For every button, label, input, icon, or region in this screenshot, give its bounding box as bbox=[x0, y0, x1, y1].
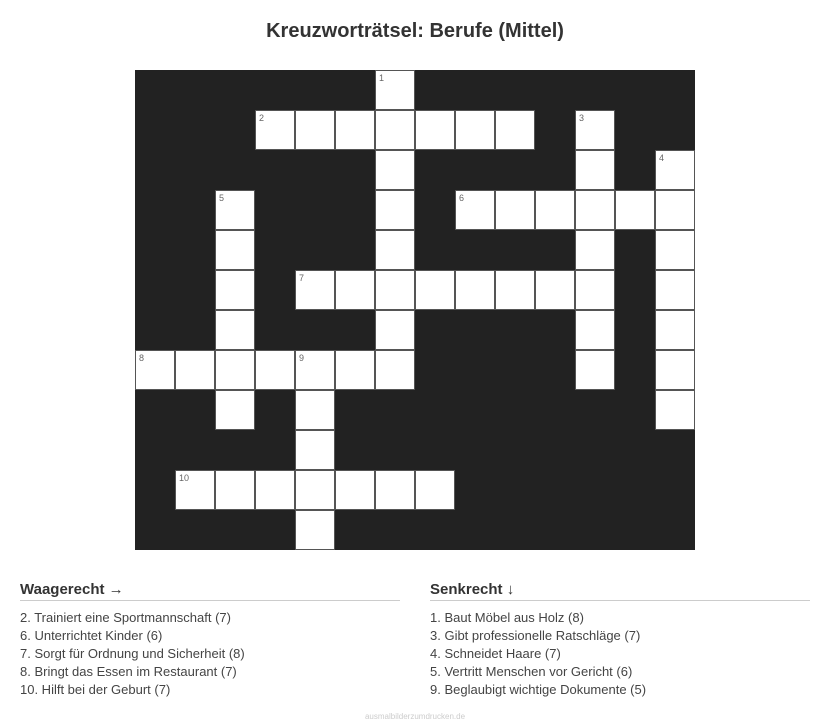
crossword-cell[interactable] bbox=[375, 270, 415, 310]
crossword-cell[interactable] bbox=[255, 470, 295, 510]
crossword-cell[interactable] bbox=[375, 110, 415, 150]
crossword-cell[interactable] bbox=[615, 190, 655, 230]
crossword-cell[interactable] bbox=[215, 270, 255, 310]
crossword-cell[interactable] bbox=[295, 350, 335, 390]
clue-number: 3 bbox=[579, 113, 585, 123]
crossword-cell[interactable] bbox=[535, 190, 575, 230]
clue-item: 8. Bringt das Essen im Restaurant (7) bbox=[20, 664, 237, 679]
crossword-cell[interactable] bbox=[335, 110, 375, 150]
crossword-cell[interactable] bbox=[215, 350, 255, 390]
crossword-cell[interactable] bbox=[575, 190, 615, 230]
across-heading-label: Waagerecht bbox=[20, 581, 105, 598]
down-heading bbox=[430, 580, 810, 601]
crossword-cell[interactable] bbox=[375, 70, 415, 110]
crossword-cell[interactable] bbox=[375, 230, 415, 270]
clue-item: 3. Gibt professionelle Ratschläge (7) bbox=[430, 628, 641, 643]
crossword-cell[interactable] bbox=[375, 350, 415, 390]
crossword-cell[interactable] bbox=[215, 390, 255, 430]
crossword-cell[interactable] bbox=[375, 150, 415, 190]
clue-number: 9 bbox=[299, 353, 305, 363]
crossword-cell[interactable] bbox=[655, 350, 695, 390]
clue-item: 1. Baut Möbel aus Holz (8) bbox=[430, 610, 584, 625]
crossword-cell[interactable] bbox=[215, 190, 255, 230]
crossword-cell[interactable] bbox=[255, 350, 295, 390]
clue-item: 4. Schneidet Haare (7) bbox=[430, 646, 561, 661]
across-clues bbox=[20, 580, 400, 699]
clue-item: 5. Vertritt Menschen vor Gericht (6) bbox=[430, 664, 633, 679]
crossword-cell[interactable] bbox=[655, 150, 695, 190]
crossword-cell[interactable] bbox=[215, 470, 255, 510]
crossword-grid bbox=[135, 70, 695, 550]
crossword-cell[interactable] bbox=[175, 350, 215, 390]
crossword-cell[interactable] bbox=[575, 150, 615, 190]
crossword-cell[interactable] bbox=[575, 110, 615, 150]
crossword-cell[interactable] bbox=[215, 230, 255, 270]
crossword-cell[interactable] bbox=[215, 310, 255, 350]
crossword-cell[interactable] bbox=[175, 470, 215, 510]
clue-number: 7 bbox=[299, 273, 305, 283]
clue-item: 7. Sorgt für Ordnung und Sicherheit (8) bbox=[20, 646, 245, 661]
crossword-cell[interactable] bbox=[495, 190, 535, 230]
crossword-cell[interactable] bbox=[455, 270, 495, 310]
crossword-cell[interactable] bbox=[655, 390, 695, 430]
crossword-cell[interactable] bbox=[655, 310, 695, 350]
crossword-cell[interactable] bbox=[295, 110, 335, 150]
clue-item: 6. Unterrichtet Kinder (6) bbox=[20, 628, 163, 643]
crossword-cell[interactable] bbox=[135, 350, 175, 390]
clue-number: 4 bbox=[659, 153, 665, 163]
crossword-cell[interactable] bbox=[455, 190, 495, 230]
clue-number: 5 bbox=[219, 193, 225, 203]
crossword-cell[interactable] bbox=[655, 190, 695, 230]
clue-number: 8 bbox=[139, 353, 145, 363]
crossword-cell[interactable] bbox=[495, 110, 535, 150]
crossword-cell[interactable] bbox=[455, 110, 495, 150]
crossword-cell[interactable] bbox=[375, 310, 415, 350]
clue-item: 10. Hilft bei der Geburt (7) bbox=[20, 682, 171, 697]
clue-number: 10 bbox=[179, 473, 190, 483]
crossword-cell[interactable] bbox=[255, 110, 295, 150]
crossword-cell[interactable] bbox=[295, 430, 335, 470]
crossword-cell[interactable] bbox=[415, 470, 455, 510]
arrow-right-icon: → bbox=[108, 581, 124, 598]
crossword-cell[interactable] bbox=[655, 230, 695, 270]
clue-number: 1 bbox=[379, 73, 385, 83]
crossword-cell[interactable] bbox=[295, 390, 335, 430]
crossword-cell[interactable] bbox=[335, 270, 375, 310]
crossword-cell[interactable] bbox=[375, 190, 415, 230]
crossword-cell[interactable] bbox=[575, 270, 615, 310]
page-title: Kreuzworträtsel: Berufe (Mittel) bbox=[266, 20, 564, 42]
crossword-cell[interactable] bbox=[655, 270, 695, 310]
clue-number: 2 bbox=[259, 113, 265, 123]
down-clues bbox=[430, 580, 810, 699]
crossword-cell[interactable] bbox=[295, 510, 335, 550]
footer-watermark: ausmalbilderzumdrucken.de bbox=[364, 712, 466, 721]
crossword-cell[interactable] bbox=[375, 470, 415, 510]
clue-item: 2. Trainiert eine Sportmannschaft (7) bbox=[20, 610, 231, 625]
crossword-cell[interactable] bbox=[295, 270, 335, 310]
clue-number: 6 bbox=[459, 193, 465, 203]
clue-item: 9. Beglaubigt wichtige Dokumente (5) bbox=[430, 682, 647, 697]
crossword-cell[interactable] bbox=[335, 470, 375, 510]
crossword-cell[interactable] bbox=[575, 350, 615, 390]
crossword-cell[interactable] bbox=[415, 270, 455, 310]
crossword-cell[interactable] bbox=[575, 230, 615, 270]
across-heading bbox=[20, 580, 400, 601]
crossword-cell[interactable] bbox=[415, 110, 455, 150]
crossword-cell[interactable] bbox=[295, 470, 335, 510]
crossword-cell[interactable] bbox=[335, 350, 375, 390]
crossword-cell[interactable] bbox=[535, 270, 575, 310]
crossword-cell[interactable] bbox=[575, 310, 615, 350]
crossword-cell[interactable] bbox=[495, 270, 535, 310]
down-heading-label: Senkrecht bbox=[430, 581, 503, 598]
arrow-down-icon: ↓ bbox=[506, 581, 515, 598]
